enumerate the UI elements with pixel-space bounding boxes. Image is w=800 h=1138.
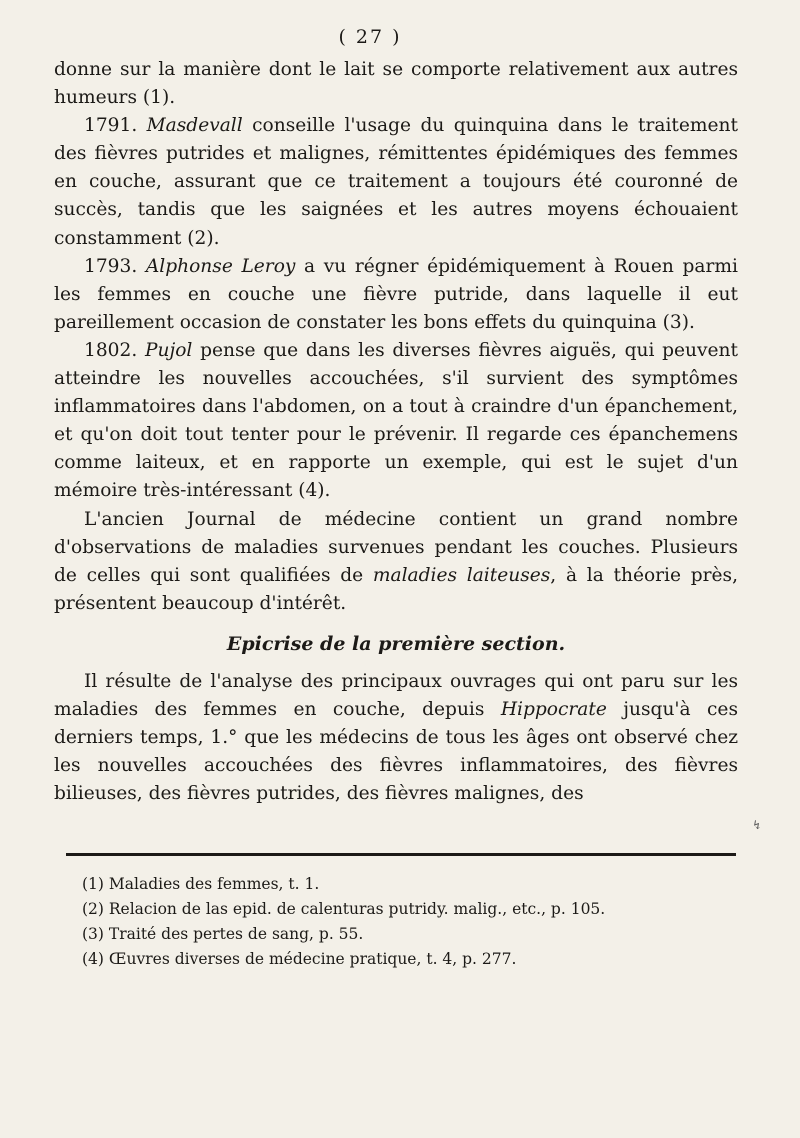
hippocrate-name: Hippocrate	[500, 699, 607, 721]
journal-text: L'ancien Journal de médecine contient un grand nombre d'observations de maladies survenues pendant les couches. Plusieurs de celles qui sont qualifiées de	[54, 508, 738, 586]
paragraph-1793	[54, 253, 738, 337]
entry-author: Pujol	[144, 339, 193, 361]
margin-mark: ↯	[752, 818, 763, 832]
entry-year: 1802.	[84, 339, 138, 361]
epicrise-text: Il résulte de l'analyse des principaux ouvrages qui ont paru sur les maladies des femmes en couche, depuis	[54, 670, 738, 721]
page-number: ( 27 )	[338, 26, 402, 48]
entry-year: 1793.	[84, 255, 138, 277]
footnotes	[82, 872, 732, 972]
entry-author: Masdevall	[146, 115, 243, 137]
paragraph-intro: donne sur la manière dont le lait se comporte relativement aux autres humeurs (1).	[54, 59, 738, 109]
entry-text: pense que dans les diverses fièvres aiguës, qui peuvent atteindre les nouvelles accouchées, s'il survient des symptômes inflammatoires dans l'abdomen, on a tout à craindre d'un épanchement, et qu'on doit tout tenter pour le prévenir. Il regarde ces épanchemens comme laiteux, et en rapporte un exemple, qui est le sujet d'un mémoire très-intéressant (4).	[54, 339, 738, 502]
section-heading: Epicrise de la première section.	[226, 632, 566, 655]
footnote: (3) Traité des pertes de sang, p. 55.	[82, 925, 364, 943]
paragraph-1802	[54, 337, 738, 506]
footnote: (2) Relacion de las epid. de calenturas putridy. malig., etc., p. 105.	[82, 900, 606, 918]
paragraph-journal	[54, 506, 738, 618]
paragraph-epicrise	[54, 668, 738, 808]
entry-text: conseille l'usage du quinquina dans le traitement des fièvres putrides et malignes, rémittentes épidémiques des femmes en couche, assurant que ce traitement a toujours été couronné de succès, tandis que les saignées et les autres moyens échouaient constamment (2).	[54, 115, 738, 249]
entry-year: 1791.	[84, 115, 138, 137]
journal-italic: maladies laiteuses	[372, 564, 551, 586]
body-text	[54, 56, 738, 808]
paragraph-1791	[54, 112, 738, 252]
footnote: (1) Maladies des femmes, t. 1.	[82, 875, 320, 893]
entry-author: Alphonse Leroy	[145, 255, 296, 277]
footnote: (4) Œuvres diverses de médecine pratique, t. 4, p. 277.	[82, 950, 517, 968]
footnote-divider	[66, 853, 736, 856]
journal-tail: , à la théorie près, présentent beaucoup d'intérêt.	[54, 564, 738, 614]
epicrise-tail: jusqu'à ces derniers temps, 1.° que les médecins de tous les âges ont observé chez les nouvelles accouchées des fièvres inflammatoires, des fièvres bilieuses, des fièvres putrides, des fièvres malignes, des	[54, 699, 738, 805]
entry-text: a vu régner épidémiquement à Rouen parmi les femmes en couche une fièvre putride, dans laquelle il eut pareillement occasion de constater les bons effets du quinquina (3).	[54, 255, 738, 333]
